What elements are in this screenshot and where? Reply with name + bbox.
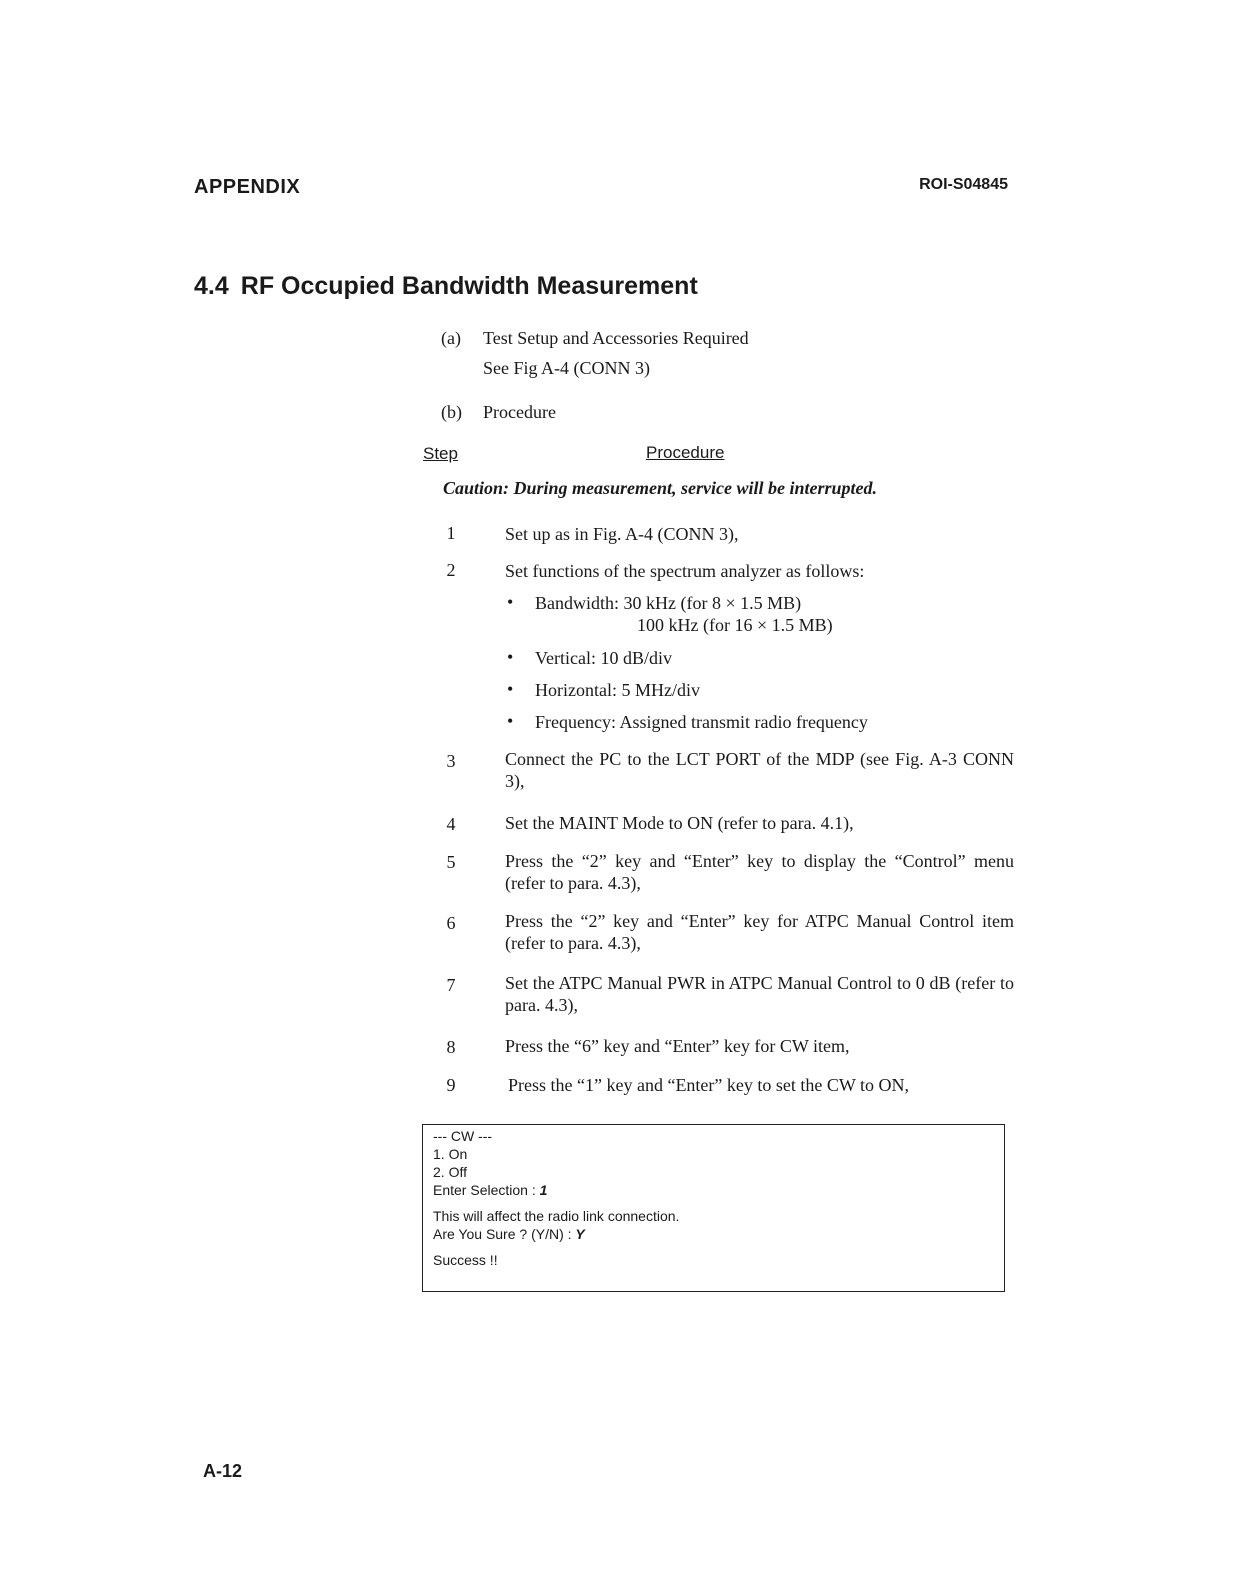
section-title: [194, 272, 698, 301]
bullet-item-frequency: Frequency: Assigned transmit radio frequency: [535, 712, 868, 732]
step-text: Press the “2” key and “Enter” key to display the “Control” menu (refer to para. 4.3),: [505, 851, 1014, 893]
console-prompt-confirm: Are You Sure ? (Y/N) :: [433, 1226, 572, 1242]
console-option-off: 2. Off: [433, 1164, 467, 1180]
bullet-marker: •: [507, 711, 514, 731]
document-number: ROI-S04845: [919, 176, 1008, 193]
step-text: Set the ATPC Manual PWR in ATPC Manual Control to 0 dB (refer to para. 4.3),: [505, 973, 1014, 1015]
step-number: 7: [446, 975, 456, 995]
step-text: Set functions of the spectrum analyzer as follows:: [505, 561, 865, 581]
item-text-a: Test Setup and Accessories Required: [483, 328, 749, 348]
section-number: 4.4: [194, 272, 229, 300]
bullet-item-bandwidth: Bandwidth: 30 kHz (for 8 × 1.5 MB): [535, 593, 802, 613]
step-text: Set the MAINT Mode to ON (refer to para. 4.1),: [505, 813, 854, 833]
console-selection-line: [433, 1181, 1004, 1199]
step-number: 1: [446, 523, 456, 543]
step-text: Set up as in Fig. A-4 (CONN 3),: [505, 524, 739, 544]
console-input-confirm: Y: [575, 1226, 585, 1242]
procedure-column-heading: Procedure: [646, 443, 725, 462]
console-option-on: 1. On: [433, 1146, 468, 1162]
step-number: 5: [446, 852, 456, 872]
bullet-item-bandwidth-cont: 100 kHz (for 16 × 1.5 MB): [637, 615, 833, 635]
console-title: --- CW ---: [433, 1128, 493, 1144]
console-input-selection: 1: [539, 1182, 548, 1198]
step-text: Press the “2” key and “Enter” key for ATPC Manual Control item (refer to para. 4.3),: [505, 911, 1014, 953]
section-title-text: RF Occupied Bandwidth Measurement: [240, 272, 698, 300]
item-text-b: Procedure: [483, 402, 556, 422]
item-label-b: (b): [441, 402, 462, 422]
step-number: 8: [446, 1037, 456, 1057]
step-number: 2: [446, 560, 456, 580]
console-result: Success !!: [433, 1252, 498, 1268]
console-prompt-selection: Enter Selection :: [433, 1182, 536, 1198]
item-label-a: (a): [441, 328, 461, 348]
caution-note: Caution: During measurement, service will be interrupted.: [443, 478, 878, 498]
running-header-left: APPENDIX: [194, 176, 301, 198]
bullet-item-vertical: Vertical: 10 dB/div: [535, 648, 672, 668]
console-output-box: [422, 1124, 1005, 1292]
step-text: Connect the PC to the LCT PORT of the MDP (see Fig. A-3 CONN 3),: [505, 749, 1014, 791]
step-number: 6: [446, 913, 456, 933]
step-text: Press the “6” key and “Enter” key for CW item,: [505, 1036, 850, 1056]
page-number: A-12: [203, 1461, 243, 1481]
bullet-marker: •: [507, 592, 514, 612]
step-column-heading: Step: [423, 444, 458, 463]
bullet-marker: •: [507, 679, 514, 699]
console-confirm-line: [433, 1225, 1004, 1243]
step-text: Press the “1” key and “Enter” key to set the CW to ON,: [508, 1075, 910, 1095]
step-number: 3: [446, 751, 456, 771]
console-warning: This will affect the radio link connection.: [433, 1208, 680, 1224]
step-number: 9: [446, 1075, 456, 1095]
step-number: 4: [446, 814, 456, 834]
item-text-a-line2: See Fig A-4 (CONN 3): [483, 358, 650, 378]
bullet-marker: •: [507, 647, 514, 667]
bullet-item-horizontal: Horizontal: 5 MHz/div: [535, 680, 700, 700]
